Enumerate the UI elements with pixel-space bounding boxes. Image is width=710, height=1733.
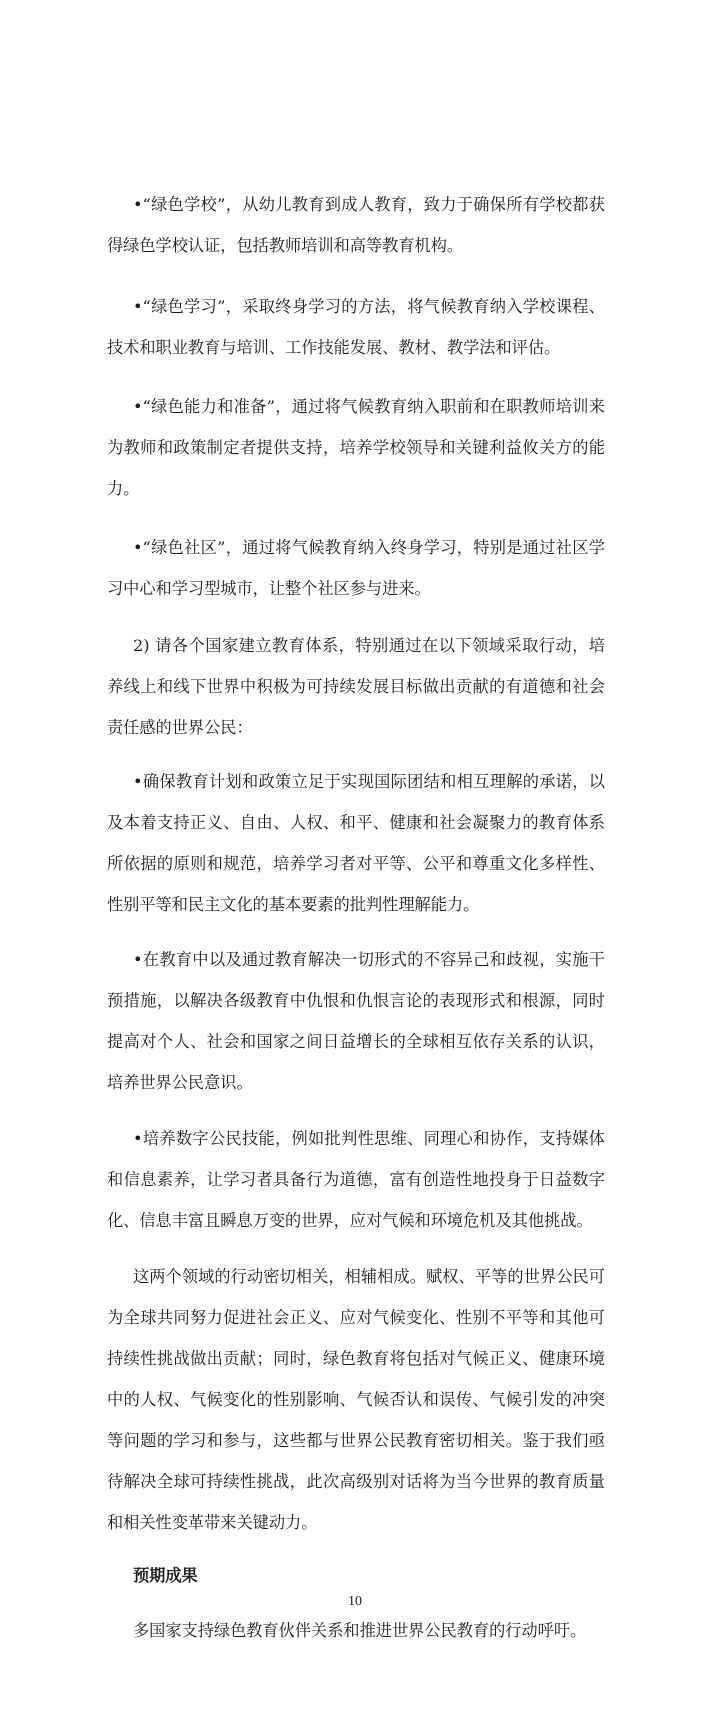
bullet-education-policies: •确保教育计划和政策立足于实现国际团结和相互理解的承诺，以及本着支持正义、自由、人权、和平、健康和社会凝聚力的教育体系所依据的原则和规范，培养学习者对平等、公平和尊重文化多样性、性别平等和民主文化的基本要素的批判性理解能力。 — [107, 772, 605, 914]
bullet-green-communities: •“绿色社区”，通过将气候教育纳入终身学习，特别是通过社区学习中心和学习型城市，让整个社区参与进来。 — [107, 538, 605, 598]
outcome-paragraph: 多国家支持绿色教育伙伴关系和推进世界公民教育的行动呼吁。 — [133, 1621, 587, 1640]
page-number: 10 — [348, 1594, 362, 1609]
bullet-green-capacity: •“绿色能力和准备”，通过将气候教育纳入职前和在职教师培训来为教师和政策制定者提供支持，培养学校领导和关键利益攸关方的能力。 — [107, 397, 605, 498]
bullet-green-schools: •“绿色学校”，从幼儿教育到成人教育，致力于确保所有学校都获得绿色学校认证，包括教师培训和高等教育机构。 — [107, 195, 605, 255]
bullet-address-intolerance: •在教育中以及通过教育解决一切形式的不容异己和歧视，实施干预措施，以解决各级教育中仇恨和仇恨言论的表现形式和根源，同时提高对个人、社会和国家之间日益增长的全球相互依存关系的认识，培养世界公民意识。 — [107, 950, 605, 1092]
document-body — [107, 184, 605, 1651]
summary-paragraph: 这两个领域的行动密切相关，相辅相成。赋权、平等的世界公民可为全球共同努力促进社会正义、应对气候变化、性别不平等和其他可持续性挑战做出贡献；同时，绿色教育将包括对气候正义、健康环境中的人权、气候变化的性别影响、气候否认和误传、气候引发的冲突等问题的学习和参与，这些都与世界公民教育密切相关。鉴于我们亟待解决全球可持续性挑战，此次高级别对话将为当今世界的教育质量和相关性变革带来关键动力。 — [107, 1267, 605, 1532]
section-heading-expected-outcomes: 预期成果 — [133, 1566, 198, 1585]
bullet-digital-citizenship: •培养数字公民技能，例如批判性思维、同理心和协作，支持媒体和信息素养，让学习者具备行为道德，富有创造性地投身于日益数字化、信息丰富且瞬息万变的世界，应对气候和环境危机及其他挑战。 — [107, 1129, 605, 1230]
bullet-green-learning: •“绿色学习”，采取终身学习的方法，将气候教育纳入学校课程、技术和职业教育与培训、工作技能发展、教材、教学法和评估。 — [107, 297, 605, 357]
numbered-item-2: 2) 请各个国家建立教育体系，特别通过在以下领域采取行动，培养线上和线下世界中积极为可持续发展目标做出贡献的有道德和社会责任感的世界公民： — [107, 636, 605, 737]
